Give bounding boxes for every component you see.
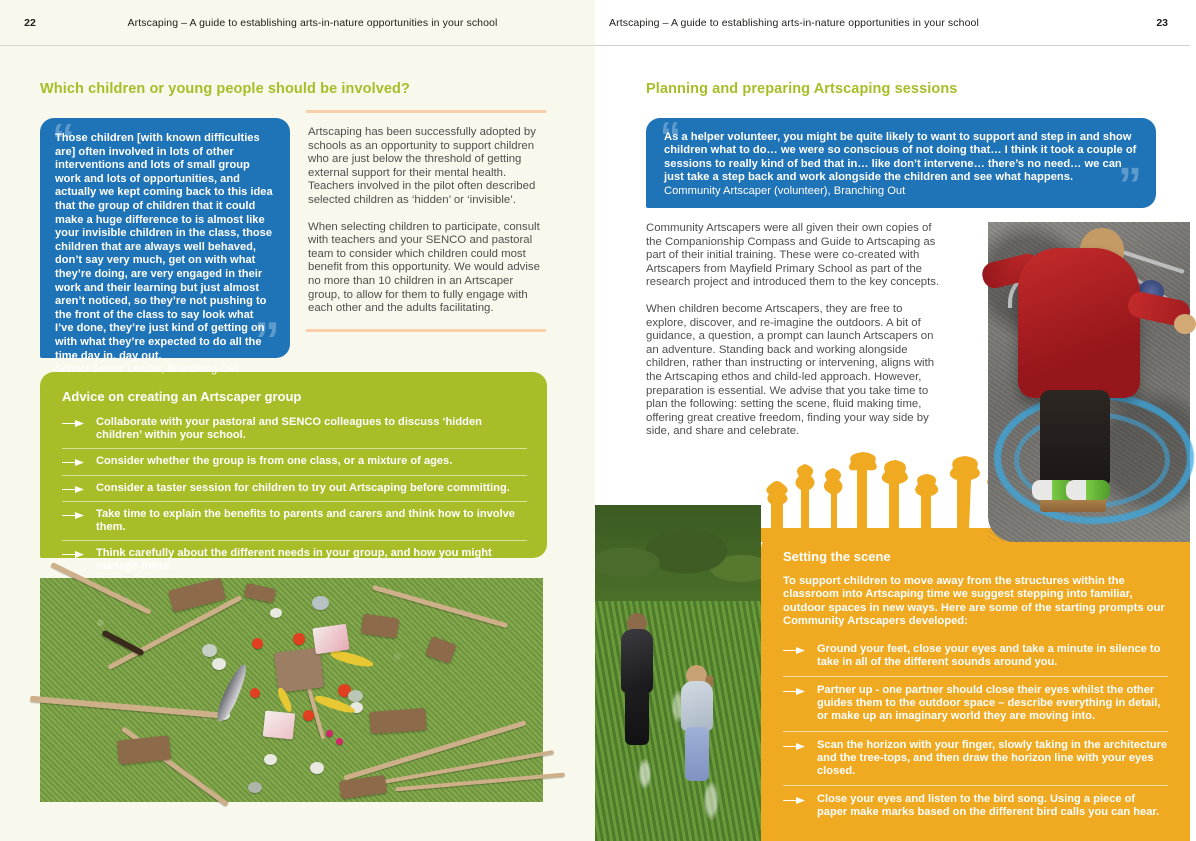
open-quote-icon: “ — [52, 114, 75, 166]
scene-item-text: Scan the horizon with your finger, slowly taking in the architecture and the tree-tops, and then draw the horizon line with your eyes closed. — [817, 738, 1168, 778]
close-quote-icon: ” — [254, 311, 280, 370]
advice-list-item — [62, 540, 527, 579]
advice-item-text: Consider whether the group is from one class, or a mixture of ages. — [96, 455, 453, 468]
hedgerow-canopy — [595, 505, 761, 601]
arrow-right-icon — [62, 416, 96, 429]
advice-list-item — [62, 501, 527, 540]
scene-prompt-list — [783, 641, 1168, 827]
arrow-right-icon — [783, 643, 817, 656]
child-torso — [681, 681, 713, 731]
adult-figure — [617, 629, 657, 747]
close-quote-icon: ” — [1118, 159, 1142, 213]
scene-item-text: Partner up - one partner should close their eyes whilst the other guides them to the outdoor space – describe everything in detail, or make up an imaginary world they are moving into. — [817, 684, 1161, 723]
left-quote-attribution: School Senior Leader, Branching Out — [55, 363, 239, 376]
loose-parts-photo — [40, 578, 543, 802]
advice-list — [62, 416, 527, 580]
arrow-right-icon — [62, 482, 96, 495]
advice-item-text: Collaborate with your pastoral and SENCO colleagues to discuss ‘hidden children’ within your school. — [96, 416, 482, 442]
advice-list-item — [62, 416, 527, 448]
arrow-right-icon — [62, 547, 96, 560]
advice-item-text: Take time to explain the benefits to parents and carers and think how to involve them. — [96, 507, 515, 534]
scene-item-text: Close your eyes and listen to the bird song. Using a piece of paper make marks based on the different bird calls you can hear. — [817, 793, 1160, 819]
right-paragraph-2: When children become Artscapers, they are free to explore, discover, and re-imagine the outdoors. A bit of guidance, a question, a prompt can launch Artscapers on an adventure. Standing back and working alongside children, rather than instructing or intervening, aligns with the Artscaping ethos and child-led approach. However, preparation is essential. We advise that you take time to plan the following: setting the scene, fluid making time, offering great creative freedom, finding your way side by side, and share and celebrate. — [646, 302, 935, 438]
setting-the-scene-panel — [761, 533, 1190, 841]
scene-item-text: Ground your feet, close your eyes and take a minute in silence to take in all of the different sounds around you. — [817, 642, 1161, 668]
left-pull-quote — [40, 114, 290, 376]
scene-list-item — [783, 731, 1168, 786]
left-page — [0, 0, 595, 841]
right-running-head — [595, 0, 1190, 46]
right-page-number: 23 — [1156, 16, 1168, 29]
advice-item-text: Consider a taster session for children to try out Artscaping before committing. — [96, 481, 510, 494]
child-legs — [685, 727, 709, 781]
child-legs — [1040, 390, 1110, 486]
advice-box-title: Advice on creating an Artscaper group — [62, 389, 302, 404]
right-pull-quote — [646, 113, 1156, 213]
right-quote-attribution: Community Artscaper (volunteer), Branching Out — [664, 184, 906, 197]
scene-panel-intro: To support children to move away from the structures within the classroom into Artscaping time we suggest stepping into familiar, outdoor spaces in new ways. Here are some of the starting prompts our Community Artscapers developed: — [783, 575, 1165, 628]
right-paragraph-1: Community Artscapers were all given their own copies of the Companionship Compass and Guide to Artscaping as part of their initial training. These were co-created with Artscapers from Mayfield Primary School as part of the research project and introduced them to the key concepts. — [646, 222, 940, 289]
arrow-right-icon — [783, 793, 817, 806]
chalk-circle-photo — [988, 222, 1190, 542]
left-section-heading: Which children or young people should be involved? — [40, 81, 410, 97]
child-shoe-right — [1066, 480, 1110, 500]
arrow-right-icon — [62, 508, 96, 521]
child-red-fleece — [1018, 248, 1140, 398]
left-side-paragraph-1: Artscaping has been successfully adopted by schools as an opportunity to support children who are just below the threshold of getting external support for their mental health. Teachers involved in the pilot often described selected children as ‘hidden’ or ‘invisible’. — [308, 126, 536, 206]
left-side-column-body — [306, 113, 546, 329]
child-right-hand — [1174, 314, 1196, 334]
left-page-number: 22 — [24, 16, 36, 29]
left-running-title: Artscaping – A guide to establishing arts-in-nature opportunities in your school — [127, 16, 498, 29]
arrow-right-icon — [783, 739, 817, 752]
scene-list-item — [783, 785, 1168, 826]
right-section-heading: Planning and preparing Artscaping sessions — [646, 81, 958, 97]
open-quote-icon: “ — [660, 113, 681, 160]
advice-list-item — [62, 448, 527, 474]
left-side-column — [306, 110, 546, 332]
adult-legs — [625, 689, 649, 745]
scene-list-item — [783, 641, 1168, 676]
advice-list-item — [62, 475, 527, 501]
advice-box — [40, 372, 547, 573]
child-figure — [677, 681, 717, 787]
adult-torso — [621, 629, 653, 693]
scene-list-item — [783, 676, 1168, 731]
advice-item-text: Think carefully about the different needs in your group, and how you might manage these. — [96, 547, 492, 573]
left-running-head — [0, 0, 595, 46]
scene-panel-title: Setting the scene — [783, 549, 891, 564]
arrow-right-icon — [783, 684, 817, 697]
right-quote-text: As a helper volunteer, you might be quite likely to want to support and step in and show children what to do… we were so conscious of not doing that… I think it took a couple of sessions to really kind of bed that in… like don’t intervene… there’s no need… we can just take a step back and work alongside the children and see what happens. — [664, 131, 1137, 184]
arrow-right-icon — [62, 455, 96, 468]
right-body-text — [646, 222, 941, 439]
hedgerow-photo — [595, 505, 761, 841]
left-quote-text: Those children [with known difficulties are] often involved in lots of other interventions and lots of small group work and lots of opportunities, and actually we kept coming back to this idea that the group of children that it could make a huge difference to is almost like your invisible children in the class, those children that are always well behaved, don’t say very much, get on with what they’re doing, are very engaged in their work and their learning but just almost aren’t noticed, so they’re not pushing to the front of the class to say look what I’ve done, they’re just kind of getting on with what they’re expected to do all the time day in, day out. — [55, 132, 273, 362]
right-running-title: Artscaping – A guide to establishing arts-in-nature opportunities in your school — [609, 16, 979, 29]
left-side-paragraph-2: When selecting children to participate, consult with teachers and your SENCO and pastoral team to consider which children could most benefit from this opportunity. We would advise no more than 10 children in an Artscaper group, to allow for them to fully engage with each other and the adults facilitating. — [308, 220, 540, 315]
peach-rule-bottom — [306, 329, 546, 332]
